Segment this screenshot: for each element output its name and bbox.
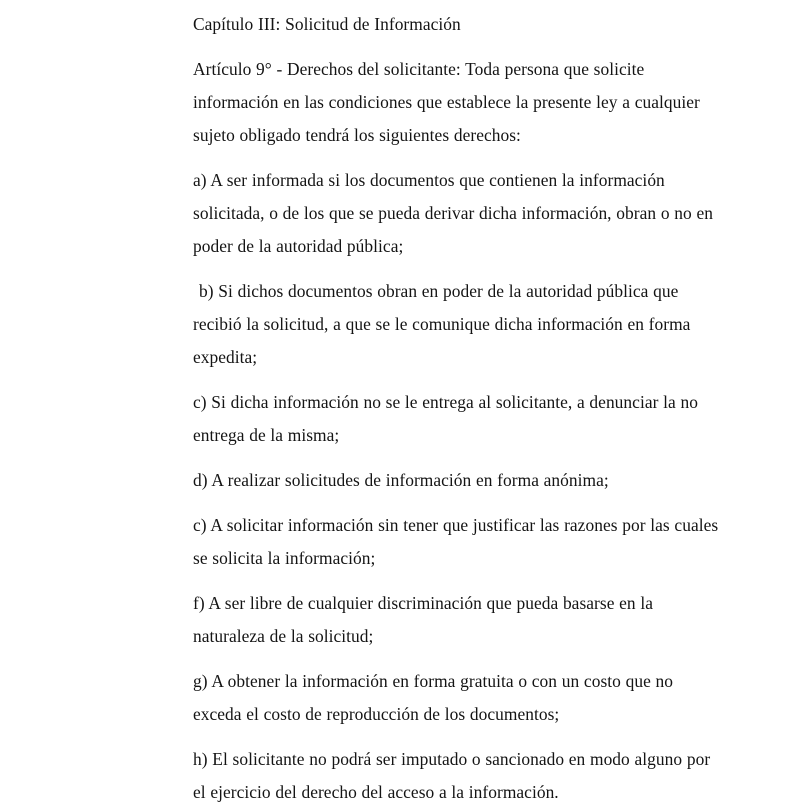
rights-item-h: h) El solicitante no podrá ser imputado o sancionado en modo alguno por el ejercicio del derecho del acceso a la información. (193, 749, 715, 802)
rights-item-e: c) A solicitar información sin tener que justificar las razones por las cuales se solicita la información; (193, 515, 723, 568)
rights-item-c: c) Si dicha información no se le entrega al solicitante, a denunciar la no entrega de la misma; (193, 392, 703, 445)
rights-item-g: g) A obtener la información en forma gratuita o con un costo que no exceda el costo de reproducción de los documentos; (193, 671, 678, 724)
document-body (193, 8, 721, 809)
rights-item-f: f) A ser libre de cualquier discriminación que pueda basarse en la naturaleza de la solicitud; (193, 593, 658, 646)
rights-item-a: a) A ser informada si los documentos que contienen la información solicitada, o de los que se pueda derivar dicha información, obran o no en poder de la autoridad pública; (193, 170, 718, 256)
rights-item-b: b) Si dichos documentos obran en poder de la autoridad pública que recibió la solicitud, a que se le comunique dicha información en forma expedita; (193, 281, 696, 367)
chapter-heading: Capítulo III: Solicitud de Información (193, 14, 461, 34)
rights-item-d: d) A realizar solicitudes de información en forma anónima; (193, 470, 609, 490)
article-9-intro-paragraph: Artículo 9° - Derechos del solicitante: Toda persona que solicite información en las condiciones que establece la presente ley a cualquier sujeto obligado tendrá los siguientes derechos: (193, 59, 705, 145)
